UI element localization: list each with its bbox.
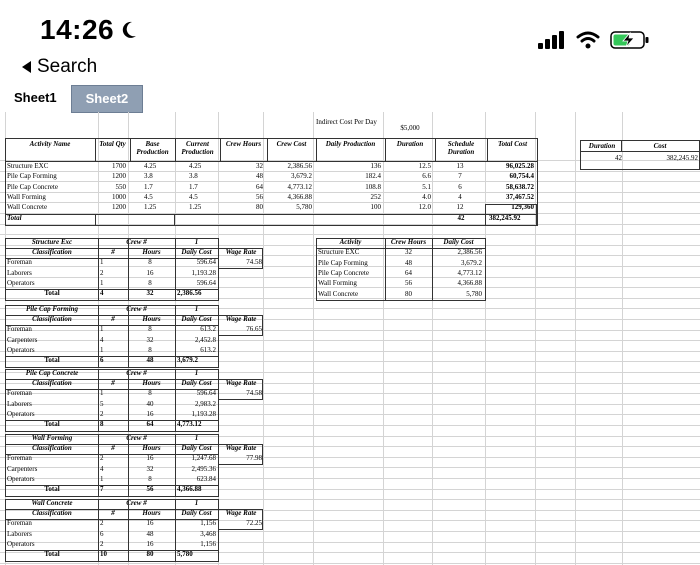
crew-0-total-cost[interactable]: 2,386.56 <box>177 289 202 297</box>
main-cell-r1-c9[interactable]: 60,754.4 <box>509 172 534 181</box>
crew-0-vline <box>98 238 99 301</box>
crew-3-r2-hours[interactable]: 8 <box>148 474 152 483</box>
main-cell-r0-c9[interactable]: 96,025.28 <box>506 162 534 170</box>
crew-0-r0-hours[interactable]: 8 <box>148 258 152 267</box>
gridline-v <box>622 112 623 565</box>
activity-r1-name[interactable]: Pile Cap Forming <box>318 258 368 267</box>
crew-3-r1-hours[interactable]: 32 <box>146 464 154 473</box>
activity-r2-cost[interactable]: 4,773.12 <box>457 268 482 277</box>
crew-3-crew-hash[interactable]: Crew # <box>126 434 147 442</box>
crew-4-r2-hours[interactable]: 16 <box>146 539 154 548</box>
crew-2-r2-cost[interactable]: 1,193.28 <box>191 409 216 418</box>
main-cell-r2-c9[interactable]: 58,638.72 <box>506 182 534 191</box>
crew-1-title[interactable]: Pile Cap Forming <box>25 305 79 313</box>
indirect-value[interactable]: $5,000 <box>400 124 420 132</box>
crew-1-r1-hours[interactable]: 32 <box>146 335 154 344</box>
crew-2-wage-label[interactable]: Wage Rate <box>225 379 257 388</box>
activity-r0-hours[interactable]: 32 <box>405 248 412 257</box>
crew-3-r2-name[interactable]: Operators <box>7 474 35 483</box>
main-cell-r2-c8[interactable]: 6 <box>458 182 462 191</box>
crew-1-total-hours[interactable]: 48 <box>146 356 154 364</box>
crew-3-r0-hours[interactable]: 16 <box>146 454 154 463</box>
crew-1-vline <box>128 305 129 368</box>
crew-4-r1-hours[interactable]: 48 <box>146 529 154 538</box>
crew-3-hours[interactable]: Hours <box>142 444 161 453</box>
crew-1-r0-hours[interactable]: 8 <box>148 325 152 334</box>
crew-4-vline <box>175 499 176 562</box>
crew-3-total-cost[interactable]: 4,366.88 <box>177 485 202 493</box>
main-total-cost[interactable]: 382,245.92 <box>489 213 521 222</box>
crew-4-r0-hours[interactable]: 16 <box>146 519 154 528</box>
main-cell-r3-c0[interactable]: Wall Forming <box>7 192 46 201</box>
crew-0-vline <box>128 238 129 301</box>
main-cell-r0-c5[interactable]: 2,386.56 <box>287 162 312 170</box>
crew-0-r1-hours[interactable]: 16 <box>146 268 154 277</box>
back-arrow-icon <box>22 61 31 73</box>
crew-0-total-count[interactable]: 4 <box>100 289 104 297</box>
activity-r0-name[interactable]: Structure EXC <box>318 248 360 257</box>
tab-sheet1[interactable]: Sheet1 <box>0 85 71 111</box>
crew-0-one[interactable]: 1 <box>194 238 199 246</box>
crew-2-r2-name[interactable]: Operators <box>7 409 35 418</box>
crew-1-r0-cost[interactable]: 613.2 <box>200 325 216 334</box>
gridline-h <box>0 563 700 564</box>
crew-1-hours[interactable]: Hours <box>142 315 161 324</box>
crew-2-r0-cost[interactable]: 596.64 <box>196 389 216 398</box>
main-cell-r3-c2[interactable]: 4.5 <box>144 192 153 201</box>
main-cell-r0-c8[interactable]: 13 <box>456 162 464 170</box>
main-cell-r2-c7[interactable]: 5.1 <box>422 182 431 191</box>
crew-2-vline <box>128 369 129 432</box>
main-header-0[interactable]: Activity Name <box>29 140 71 148</box>
status-time <box>40 14 138 46</box>
moon-icon <box>120 20 138 40</box>
crew-4-r1-cost[interactable]: 3,468 <box>200 529 216 538</box>
crew-1-crew-hash[interactable]: Crew # <box>126 305 147 313</box>
crew-4-vline <box>98 499 99 562</box>
crew-3-total-label[interactable]: Total <box>44 485 60 493</box>
crew-2-total-count[interactable]: 8 <box>100 420 104 428</box>
crew-4-r0-name[interactable]: Foreman <box>7 519 32 528</box>
crew-0-r2-count[interactable]: 1 <box>100 278 104 287</box>
wifi-icon <box>576 31 600 49</box>
main-cell-r3-c9[interactable]: 37,467.52 <box>506 192 534 201</box>
main-cell-r4-c9[interactable]: 129,360 <box>511 203 534 212</box>
crew-2-hours[interactable]: Hours <box>142 379 161 388</box>
crew-3-vline <box>175 434 176 497</box>
crew-2-r2-hours[interactable]: 16 <box>146 409 154 418</box>
crew-0-hours[interactable]: Hours <box>142 248 161 257</box>
crew-1-daily-cost[interactable]: Daily Cost <box>181 315 212 324</box>
crew-1-r0-name[interactable]: Foreman <box>7 325 32 334</box>
crew-0-wage-rate[interactable]: 74.58 <box>246 258 262 267</box>
crew-0-daily-cost[interactable]: Daily Cost <box>181 248 212 257</box>
crew-2-vline <box>175 369 176 432</box>
main-header-4[interactable]: Crew Hours <box>225 140 262 148</box>
main-cell-r3-c5[interactable]: 4,366.88 <box>287 192 312 201</box>
crew-3-r0-name[interactable]: Foreman <box>7 454 32 463</box>
crew-4-total-count[interactable]: 10 <box>100 550 107 558</box>
main-cell-r1-c2[interactable]: 3.8 <box>144 172 153 181</box>
main-cell-r2-c2[interactable]: 1.7 <box>144 182 153 191</box>
crew-2-one[interactable]: 1 <box>194 369 199 377</box>
crew-1-total-label[interactable]: Total <box>44 356 60 364</box>
main-header-3[interactable]: Current Production <box>181 140 214 156</box>
crew-4-total-hours[interactable]: 80 <box>146 550 154 558</box>
crew-2-r0-count[interactable]: 1 <box>100 389 104 398</box>
main-cell-r1-c1[interactable]: 1200 <box>112 172 126 181</box>
crew-2-title[interactable]: Pile Cap Concrete <box>25 369 79 377</box>
main-cell-r2-c5[interactable]: 4,773.12 <box>287 182 312 191</box>
main-cell-r4-c5[interactable]: 5,780 <box>296 203 312 212</box>
crew-3-r0-cost[interactable]: 1,247.68 <box>191 454 216 463</box>
crew-1-r2-name[interactable]: Operators <box>7 345 35 354</box>
crew-4-daily-cost[interactable]: Daily Cost <box>181 509 212 518</box>
crew-2-wage-rate[interactable]: 74.58 <box>246 389 262 398</box>
main-cell-r0-c2[interactable]: 4.25 <box>144 162 157 170</box>
main-cell-r4-c8[interactable]: 12 <box>456 203 464 212</box>
crew-4-r1-count[interactable]: 6 <box>100 529 104 538</box>
main-cell-r4-c3[interactable]: 1.25 <box>189 203 202 212</box>
crew-3-vline <box>98 434 99 497</box>
crew-4-crew-hash[interactable]: Crew # <box>126 499 147 507</box>
activity-vline <box>432 238 433 301</box>
main-cell-r3-c7[interactable]: 4.0 <box>422 192 431 201</box>
main-cell-r1-c5[interactable]: 3,679.2 <box>291 172 312 181</box>
activity-r3-hours[interactable]: 56 <box>405 279 412 288</box>
main-cell-r0-c4[interactable]: 32 <box>256 162 263 170</box>
summary-cost[interactable]: 382,245.92 <box>666 154 698 162</box>
main-cell-r2-c0[interactable]: Pile Cap Concrete <box>7 182 58 191</box>
crew-3-wage-rate[interactable]: 77.98 <box>246 454 262 463</box>
activity-r4-hours[interactable]: 80 <box>405 289 412 298</box>
crew-4-vline <box>128 499 129 562</box>
total-cost-box <box>485 204 537 226</box>
crew-0-r1-cost[interactable]: 1,193.28 <box>191 268 216 277</box>
crew-0-total-hours[interactable]: 32 <box>146 289 154 297</box>
crew-0-r0-count[interactable]: 1 <box>100 258 104 267</box>
crew-0-r1-count[interactable]: 2 <box>100 268 104 277</box>
crew-1-vline <box>175 305 176 368</box>
status-time-text: 14:26 <box>40 14 115 45</box>
crew-0-total-label[interactable]: Total <box>44 289 60 297</box>
activity-r2-hours[interactable]: 64 <box>405 268 412 277</box>
main-cell-r4-c1[interactable]: 1200 <box>112 203 126 212</box>
crew-0-r0-cost[interactable]: 596.64 <box>196 258 216 267</box>
crew-2-r1-hours[interactable]: 40 <box>146 399 154 408</box>
crew-3-vline <box>128 434 129 497</box>
cellular-signal-icon <box>538 31 566 49</box>
main-cell-r3-c4[interactable]: 56 <box>256 192 263 201</box>
activity-header-0[interactable]: Activity <box>339 238 362 246</box>
main-cell-r2-c3[interactable]: 1.7 <box>189 182 198 191</box>
sheet-tabs <box>0 85 143 111</box>
activity-r4-cost[interactable]: 5,780 <box>466 289 482 298</box>
crew-1-r1-cost[interactable]: 2,452.8 <box>195 335 216 344</box>
crew-3-r2-count[interactable]: 1 <box>100 474 104 483</box>
main-cell-r0-c7[interactable]: 12.5 <box>418 162 431 170</box>
crew-2-r0-hours[interactable]: 8 <box>148 389 152 398</box>
total-qty-box <box>95 214 175 226</box>
activity-r1-hours[interactable]: 48 <box>405 258 412 267</box>
main-header-6[interactable]: Daily Production <box>325 140 376 148</box>
main-header-7[interactable]: Duration <box>396 140 424 148</box>
main-cell-r2-c1[interactable]: 550 <box>115 182 126 191</box>
activity-r0-cost[interactable]: 2,386.56 <box>457 248 482 257</box>
activity-r4-name[interactable]: Wall Concrete <box>318 289 359 298</box>
main-header-5[interactable]: Crew Cost <box>276 140 307 148</box>
crew-2-r1-name[interactable]: Laborers <box>7 399 32 408</box>
crew-0-crew-hash[interactable]: Crew # <box>126 238 147 246</box>
crew-0-title[interactable]: Structure Exc <box>31 238 73 246</box>
main-cell-r2-c4[interactable]: 64 <box>256 182 263 191</box>
main-cell-r1-c0[interactable]: Pile Cap Forming <box>7 172 57 181</box>
indirect-label[interactable]: Indirect Cost Per Day <box>316 118 377 126</box>
crew-4-hours[interactable]: Hours <box>142 509 161 518</box>
crew-1-total-count[interactable]: 6 <box>100 356 104 364</box>
crew-1-r1-count[interactable]: 4 <box>100 335 104 344</box>
crew-3-total-count[interactable]: 7 <box>100 485 104 493</box>
gridline-h <box>0 234 700 235</box>
main-cell-r1-c4[interactable]: 48 <box>256 172 263 181</box>
main-cell-r4-c2[interactable]: 1.25 <box>144 203 157 212</box>
crew-1-r0-count[interactable]: 1 <box>100 325 104 334</box>
crew-0-r2-cost[interactable]: 596.64 <box>196 278 216 287</box>
main-cell-r4-c4[interactable]: 80 <box>256 203 263 212</box>
crew-3-daily-cost[interactable]: Daily Cost <box>181 444 212 453</box>
main-cell-r4-c0[interactable]: Wall Concrete <box>7 203 48 212</box>
crew-1-vline <box>98 305 99 368</box>
main-header-8[interactable]: Schedule Duration <box>447 140 475 156</box>
crew-2-total-label[interactable]: Total <box>44 420 60 428</box>
crew-2-vline <box>98 369 99 432</box>
summary-cost-label[interactable]: Cost <box>653 142 667 150</box>
crew-1-hash[interactable]: # <box>111 315 115 324</box>
main-header-1[interactable]: Total Qty <box>99 140 126 148</box>
main-header-9[interactable]: Total Cost <box>497 140 528 148</box>
back-label: Search <box>37 56 98 77</box>
crew-1-r1-name[interactable]: Carpenters <box>7 335 38 344</box>
crew-3-r1-count[interactable]: 4 <box>100 464 104 473</box>
crew-4-total-label[interactable]: Total <box>44 550 60 558</box>
main-total-duration[interactable]: 42 <box>457 213 465 222</box>
crew-1-wage-rate[interactable]: 76.65 <box>246 325 262 334</box>
activity-r3-cost[interactable]: 4,366.88 <box>457 279 482 288</box>
main-cell-r1-c8[interactable]: 7 <box>458 172 462 181</box>
crew-1-r2-hours[interactable]: 8 <box>148 345 152 354</box>
crew-3-r0-count[interactable]: 2 <box>100 454 104 463</box>
crew-3-r1-cost[interactable]: 2,495.36 <box>191 464 216 473</box>
crew-2-total-cost[interactable]: 4,773.12 <box>177 420 202 428</box>
main-cell-r0-c6[interactable]: 136 <box>370 162 381 170</box>
crew-3-hash[interactable]: # <box>111 444 115 453</box>
main-cell-r0-c3[interactable]: 4.25 <box>189 162 202 170</box>
activity-vline <box>385 238 386 301</box>
main-cell-r0-c1[interactable]: 1700 <box>112 162 126 170</box>
crew-0-hash[interactable]: # <box>111 248 115 257</box>
main-cell-r3-c6[interactable]: 252 <box>370 192 381 201</box>
crew-2-crew-hash[interactable]: Crew # <box>126 369 147 377</box>
main-cell-r4-c7[interactable]: 12.0 <box>418 203 431 212</box>
crew-4-wage-rate[interactable]: 72.25 <box>246 519 262 528</box>
main-cell-r3-c3[interactable]: 4.5 <box>189 192 198 201</box>
crew-2-r2-count[interactable]: 2 <box>100 409 104 418</box>
crew-1-classification[interactable]: Classification <box>32 315 72 324</box>
main-cell-r0-c0[interactable]: Structure EXC <box>7 162 49 170</box>
crew-4-r2-count[interactable]: 2 <box>100 539 104 548</box>
crew-1-one[interactable]: 1 <box>194 305 199 313</box>
back-to-search-button[interactable] <box>22 56 97 78</box>
summary-duration-label[interactable]: Duration <box>582 142 622 152</box>
crew-1-r2-cost[interactable]: 613.2 <box>200 345 216 354</box>
crew-3-one[interactable]: 1 <box>194 434 199 442</box>
crew-3-total-hours[interactable]: 56 <box>146 485 154 493</box>
crew-4-r0-count[interactable]: 2 <box>100 519 104 528</box>
crew-0-r0-name[interactable]: Foreman <box>7 258 32 267</box>
main-cell-r3-c1[interactable]: 1000 <box>112 192 126 201</box>
crew-0-classification[interactable]: Classification <box>32 248 72 257</box>
main-cell-r1-c3[interactable]: 3.8 <box>189 172 198 181</box>
crew-4-classification[interactable]: Classification <box>32 509 72 518</box>
crew-1-wage-label[interactable]: Wage Rate <box>225 315 257 324</box>
crew-4-wage-label[interactable]: Wage Rate <box>225 509 257 518</box>
crew-4-r0-cost[interactable]: 1,156 <box>200 519 216 528</box>
crew-0-vline <box>175 238 176 301</box>
crew-1-r2-count[interactable]: 1 <box>100 345 104 354</box>
crew-4-title[interactable]: Wall Concrete <box>31 499 73 507</box>
crew-4-hash[interactable]: # <box>111 509 115 518</box>
crew-4-r2-name[interactable]: Operators <box>7 539 35 548</box>
tab-sheet2[interactable]: Sheet2 <box>71 85 144 113</box>
main-cell-r1-c7[interactable]: 6.6 <box>422 172 431 181</box>
crew-0-r2-hours[interactable]: 8 <box>148 278 152 287</box>
crew-0-wage-label[interactable]: Wage Rate <box>225 248 257 257</box>
crew-4-total-cost[interactable]: 5,780 <box>177 550 193 558</box>
activity-r2-name[interactable]: Pile Cap Concrete <box>318 268 369 277</box>
summary-duration-box <box>580 140 622 152</box>
activity-r1-cost[interactable]: 3,679.2 <box>461 258 482 267</box>
crew-3-title[interactable]: Wall Forming <box>31 434 73 442</box>
crew-3-classification[interactable]: Classification <box>32 444 72 453</box>
main-cell-r2-c6[interactable]: 108.8 <box>365 182 381 191</box>
spreadsheet-grid[interactable] <box>0 112 700 565</box>
crew-4-r1-name[interactable]: Laborers <box>7 529 32 538</box>
crew-2-hash[interactable]: # <box>111 379 115 388</box>
status-icons <box>538 30 650 50</box>
crew-4-one[interactable]: 1 <box>194 499 199 507</box>
crew-3-r1-name[interactable]: Carpenters <box>7 464 38 473</box>
activity-header-1[interactable]: Crew Hours <box>390 238 427 246</box>
crew-2-total-hours[interactable]: 64 <box>146 420 154 428</box>
main-cell-r1-c6[interactable]: 182.4 <box>365 172 381 181</box>
crew-2-classification[interactable]: Classification <box>32 379 72 388</box>
crew-0-r2-name[interactable]: Operators <box>7 278 35 287</box>
activity-r3-name[interactable]: Wall Forming <box>318 279 357 288</box>
main-cell-r3-c8[interactable]: 4 <box>458 192 462 201</box>
crew-2-daily-cost[interactable]: Daily Cost <box>181 379 212 388</box>
crew-4-r2-cost[interactable]: 1,156 <box>200 539 216 548</box>
crew-0-r1-name[interactable]: Laborers <box>7 268 32 277</box>
crew-2-r0-name[interactable]: Foreman <box>7 389 32 398</box>
main-header-2[interactable]: Base Production <box>136 140 169 156</box>
crew-2-r1-count[interactable]: 5 <box>100 399 104 408</box>
activity-header-2[interactable]: Daily Cost <box>443 238 474 246</box>
main-cell-r4-c6[interactable]: 100 <box>370 203 381 212</box>
crew-1-total-cost[interactable]: 3,679.2 <box>177 356 198 364</box>
summary-duration[interactable]: 42 <box>615 154 622 162</box>
gridline-v <box>575 112 576 565</box>
crew-2-r1-cost[interactable]: 2,983.2 <box>195 399 216 408</box>
battery-charging-icon <box>610 30 650 50</box>
crew-3-r2-cost[interactable]: 623.84 <box>196 474 216 483</box>
main-total-label[interactable]: Total <box>7 213 22 222</box>
crew-3-wage-label[interactable]: Wage Rate <box>225 444 257 453</box>
